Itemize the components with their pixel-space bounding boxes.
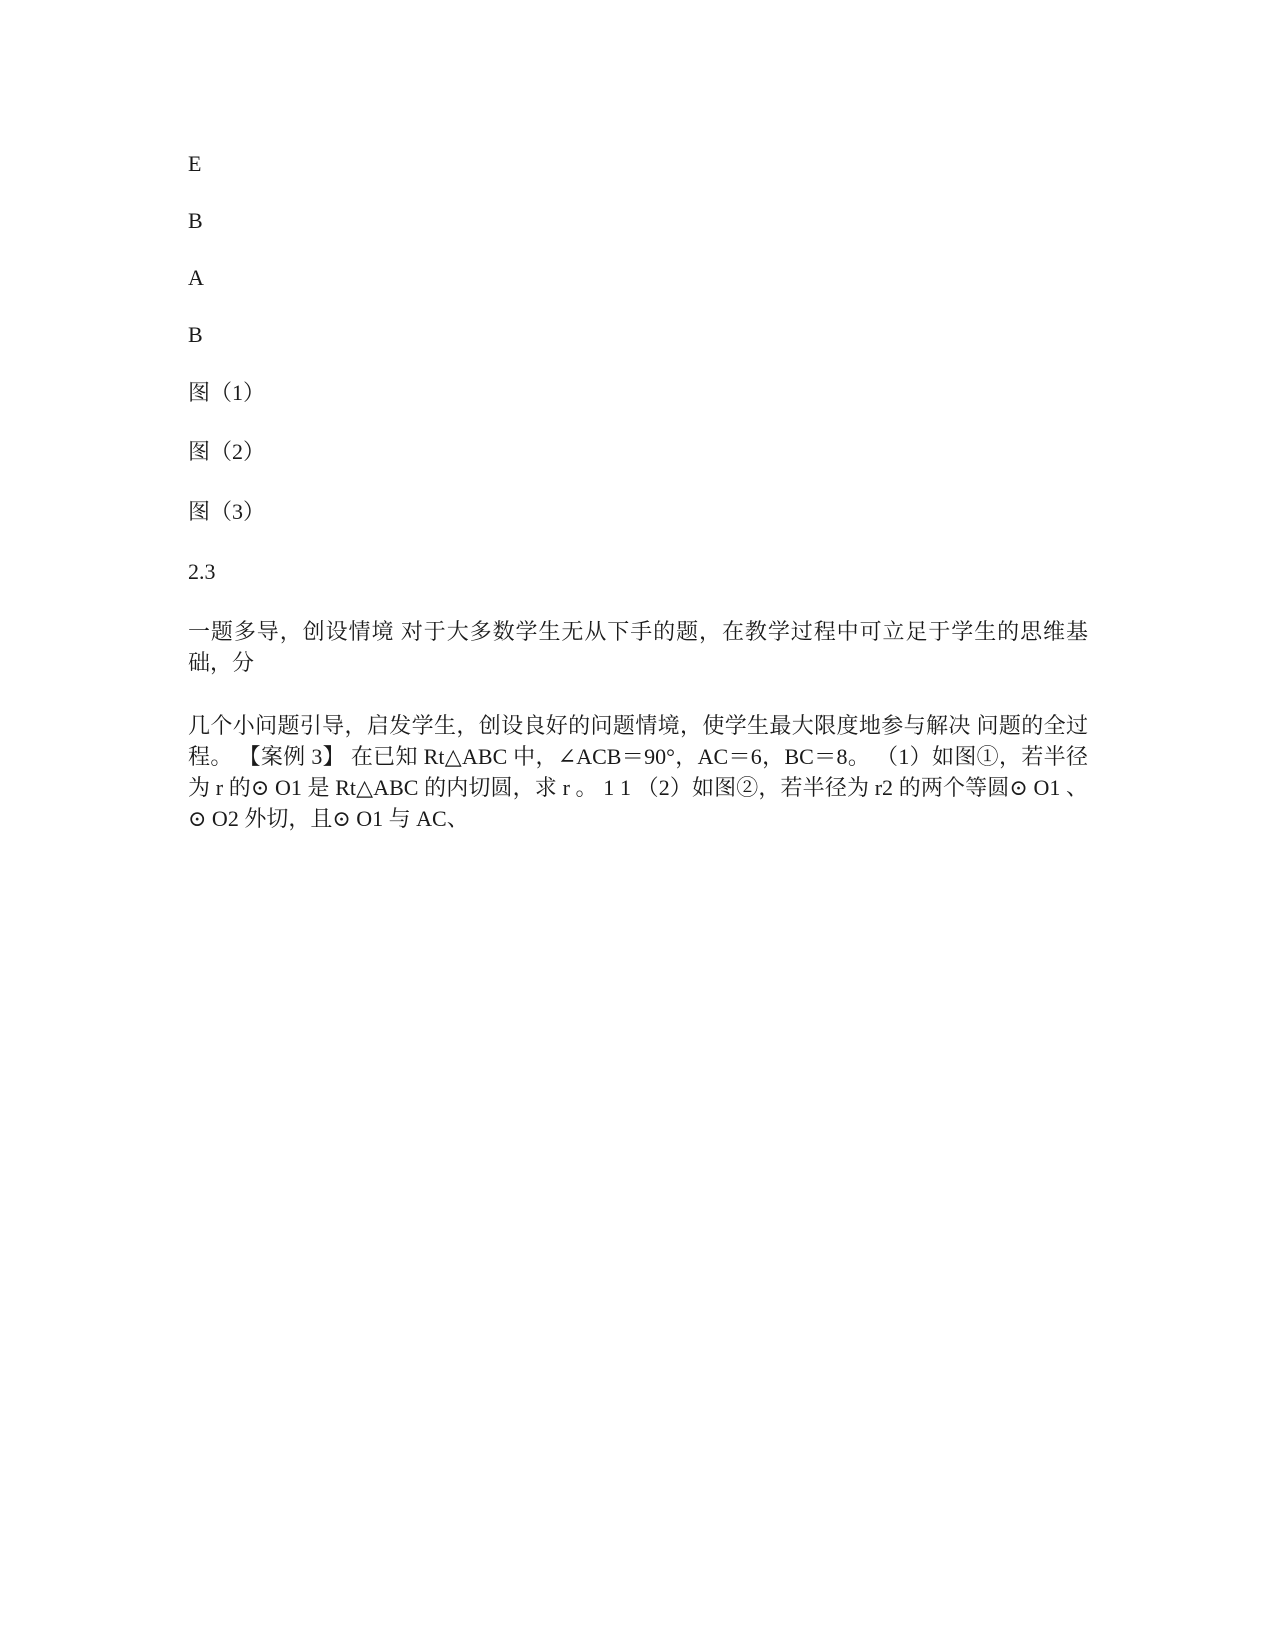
label-e: E bbox=[188, 151, 202, 176]
label-a: A bbox=[188, 265, 204, 290]
figure-caption-3: 图（3） bbox=[188, 499, 266, 524]
section-number: 2.3 bbox=[188, 559, 216, 584]
paragraph-case: 几个小问题引导，启发学生，创设良好的问题情境，使学生最大限度地参与解决 问题的全过程。 【案例 3】 在已知 Rt△ABC 中，∠ACB＝90°，AC＝6，BC＝8。 （1）如图①，若半径为 r 的⊙ O1 是 Rt△ABC 的内切圆，求 r 。 1 1 （2）如图②，若半径为 r2 的两个等圆⊙ O1 、⊙ O2 外切，且⊙ O1 与 AC、 bbox=[188, 713, 1088, 831]
paragraph-intro: 一题多导，创设情境 对于大多数学生无从下手的题，在教学过程中可立足于学生的思维基础，分 bbox=[188, 619, 1088, 675]
label-b: B bbox=[188, 208, 203, 233]
figure-caption-2: 图（2） bbox=[188, 439, 266, 464]
figure-caption-1: 图（1） bbox=[188, 380, 266, 405]
label-b-second: B bbox=[188, 322, 203, 347]
